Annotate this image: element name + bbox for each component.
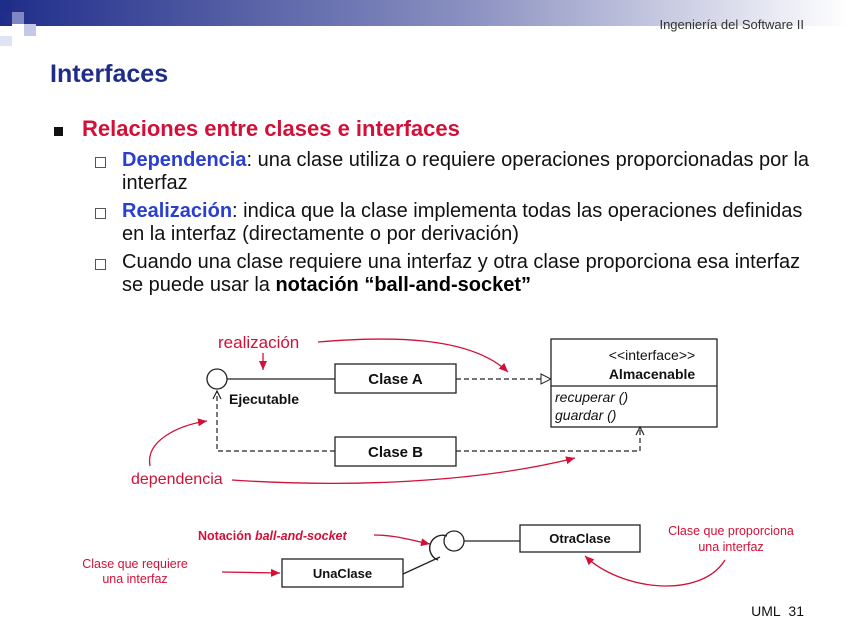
course-header: Ingeniería del Software II (659, 17, 804, 32)
class-b-label: Clase B (367, 444, 424, 461)
interface-stereotype: <<interface>> (608, 347, 696, 363)
sub-item-text: : una clase utiliza o requiere operaciones proporcionadas por la interfaz (122, 149, 810, 194)
sub-item-text: : indica que la clase implementa todas las operaciones definidas en la interfaz (directamente o por derivación) (122, 200, 803, 245)
ball-icon (444, 531, 464, 551)
otraclase-label: OtraClase (549, 531, 611, 546)
label-proporciona-2: una interfaz (698, 540, 764, 554)
label-proporciona-1: Clase que proporciona (668, 524, 794, 538)
keyword-dependencia: Dependencia (122, 149, 247, 171)
keyword-realizacion: Realización (122, 200, 233, 222)
notacion-prefix: Notación (198, 529, 255, 543)
label-realizacion: realización (218, 333, 300, 352)
proporciona-arrow (585, 556, 725, 586)
label-requiere-1: Clase que requiere (82, 557, 188, 571)
main-bullet-text: Relaciones entre clases e interfaces (82, 116, 460, 141)
label-ejecutable: Ejecutable (229, 391, 300, 407)
sub-item-text: Cuando una clase requiere una interfaz y otra clase proporciona esa interfaz se puede usar la (122, 251, 801, 296)
operation-guardar: guardar () (555, 407, 617, 423)
label-notacion (198, 529, 347, 543)
interface-name: Almacenable (608, 366, 696, 382)
notacion-italic: ball-and-socket (254, 529, 347, 543)
unaclase-label: UnaClase (312, 566, 373, 581)
dependencia-up-arrow (150, 421, 207, 466)
class-a-label: Clase A (368, 371, 423, 388)
footer (751, 603, 804, 619)
notation-bold: notación “ball-and-socket” (275, 274, 532, 296)
footer-label: UML (751, 603, 781, 619)
label-dependencia: dependencia (131, 471, 223, 488)
interface-lollipop-icon (207, 369, 227, 389)
page-number: 31 (788, 603, 804, 619)
operation-recuperar: recuperar () (555, 389, 629, 405)
dependency-to-almacenable (456, 427, 640, 451)
notacion-arrow (374, 535, 430, 544)
slide-title: Interfaces (50, 60, 169, 88)
requiere-arrow (222, 572, 280, 573)
label-requiere-2: una interfaz (102, 572, 168, 586)
